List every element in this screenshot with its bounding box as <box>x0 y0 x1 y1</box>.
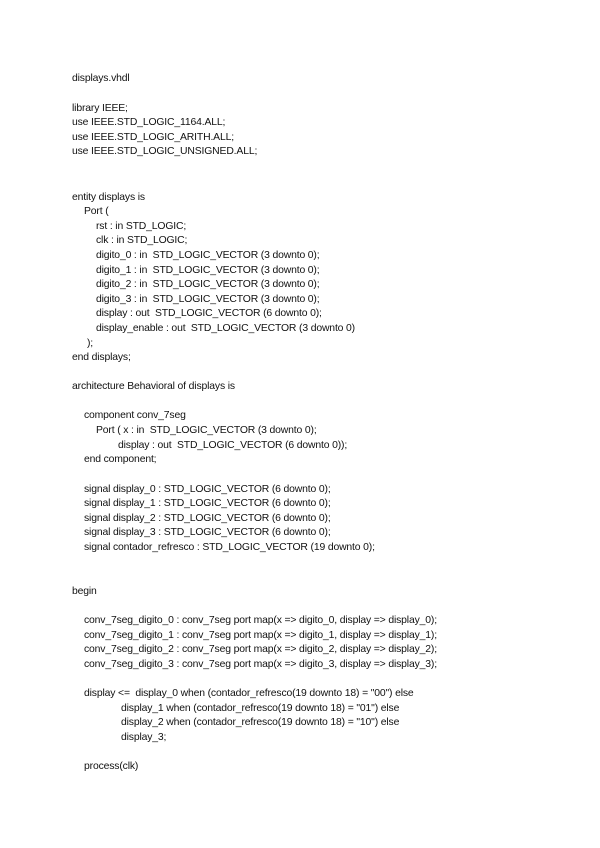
code-line: digito_1 : in STD_LOGIC_VECTOR (3 downto 0); <box>96 265 320 276</box>
code-line: Port ( <box>84 206 109 217</box>
code-line: begin <box>72 586 97 597</box>
code-line: process(clk) <box>84 761 139 772</box>
document-title: displays.vhdl <box>72 73 130 84</box>
code-line: use IEEE.STD_LOGIC_UNSIGNED.ALL; <box>72 146 258 157</box>
code-line: Port ( x : in STD_LOGIC_VECTOR (3 downto 0); <box>96 425 317 436</box>
code-line: use IEEE.STD_LOGIC_1164.ALL; <box>72 117 226 128</box>
code-line: signal contador_refresco : STD_LOGIC_VECTOR (19 downto 0); <box>84 542 375 553</box>
code-line: component conv_7seg <box>84 410 186 421</box>
code-line: display : out STD_LOGIC_VECTOR (6 downto 0)); <box>118 440 348 451</box>
code-line: conv_7seg_digito_0 : conv_7seg port map(x => digito_0, display => display_0); <box>84 615 437 626</box>
code-line: architecture Behavioral of displays is <box>72 381 235 392</box>
code-line: digito_0 : in STD_LOGIC_VECTOR (3 downto 0); <box>96 250 320 261</box>
code-line: signal display_2 : STD_LOGIC_VECTOR (6 downto 0); <box>84 513 331 524</box>
code-line: conv_7seg_digito_1 : conv_7seg port map(x => digito_1, display => display_1); <box>84 630 437 641</box>
code-line: ); <box>87 338 94 349</box>
code-line: display_1 when (contador_refresco(19 downto 18) = "01") else <box>121 703 400 714</box>
code-line: display_2 when (contador_refresco(19 downto 18) = "10") else <box>121 717 400 728</box>
code-line: library IEEE; <box>72 103 128 114</box>
code-line: end displays; <box>72 352 131 363</box>
code-line: conv_7seg_digito_2 : conv_7seg port map(x => digito_2, display => display_2); <box>84 644 437 655</box>
code-line: display <= display_0 when (contador_refresco(19 downto 18) = "00") else <box>84 688 414 699</box>
code-line: conv_7seg_digito_3 : conv_7seg port map(x => digito_3, display => display_3); <box>84 659 437 670</box>
code-line: display_enable : out STD_LOGIC_VECTOR (3 downto 0) <box>96 323 355 334</box>
code-line: display_3; <box>121 732 167 743</box>
code-line: signal display_3 : STD_LOGIC_VECTOR (6 downto 0); <box>84 527 331 538</box>
code-line: signal display_1 : STD_LOGIC_VECTOR (6 downto 0); <box>84 498 331 509</box>
code-line: display : out STD_LOGIC_VECTOR (6 downto 0); <box>96 308 322 319</box>
code-line: use IEEE.STD_LOGIC_ARITH.ALL; <box>72 132 234 143</box>
code-line: end component; <box>84 454 157 465</box>
code-line: clk : in STD_LOGIC; <box>96 235 188 246</box>
code-line: signal display_0 : STD_LOGIC_VECTOR (6 downto 0); <box>84 484 331 495</box>
code-line: digito_2 : in STD_LOGIC_VECTOR (3 downto 0); <box>96 279 320 290</box>
code-line: digito_3 : in STD_LOGIC_VECTOR (3 downto 0); <box>96 294 320 305</box>
code-line: rst : in STD_LOGIC; <box>96 221 187 232</box>
code-line: entity displays is <box>72 192 145 203</box>
